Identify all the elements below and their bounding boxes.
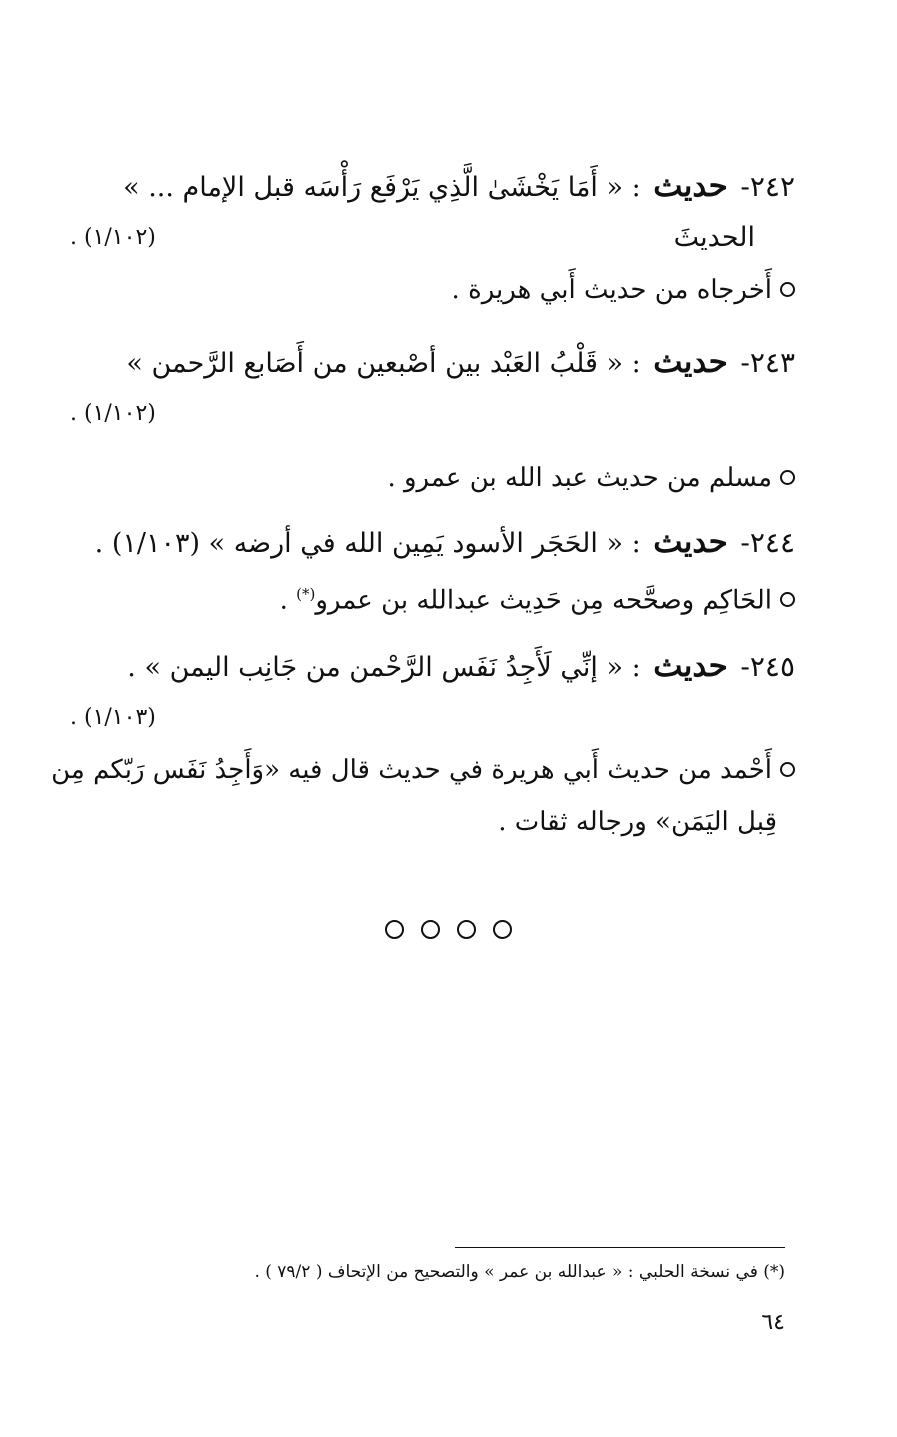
entry-source-line	[70, 568, 795, 620]
entry-heading-line	[70, 516, 795, 568]
hadith-continuation: الحديثَ	[673, 222, 755, 253]
footnote-marker: (*)	[296, 585, 316, 603]
entry-source-line	[51, 744, 795, 796]
entry-number: ٢٤٤-	[740, 526, 795, 559]
hadith-entry-244	[70, 516, 795, 620]
entry-label: حديث	[653, 168, 728, 204]
entry-heading-line	[70, 640, 795, 692]
volume-page-ref: (١/١٠٢) .	[70, 225, 156, 250]
circle-ornament-icon	[385, 920, 404, 939]
hadith-entry-242	[70, 160, 795, 316]
footnote-rule	[455, 1247, 785, 1248]
circle-bullet-icon	[780, 762, 795, 777]
entry-ref-line	[70, 388, 795, 440]
hadith-source: الحَاكِم وصحَّحه مِن حَدِيث عبدالله بن عمرو	[315, 585, 772, 616]
entry-ref-line	[70, 692, 795, 744]
entry-continuation-line	[70, 212, 795, 264]
circle-bullet-icon	[780, 592, 795, 607]
volume-page-ref: (١/١٠٣) .	[70, 705, 156, 730]
hadith-text: : « الحَجَر الأسود يَمِين الله في أرضه » (١/١٠٣) .	[94, 528, 641, 559]
entry-heading-line	[70, 336, 795, 388]
hadith-text: : « قَلْبُ العَبْد بين أصْبعين من أَصَابع الرَّحمن »	[126, 348, 641, 379]
entry-label: حديث	[653, 344, 728, 380]
entry-label: حديث	[653, 524, 728, 560]
circle-ornament-icon	[457, 920, 476, 939]
entry-source-line	[70, 264, 795, 316]
hadith-source: مسلم من حديث عبد الله بن عمرو .	[387, 463, 772, 493]
hadith-entry-243	[70, 336, 795, 504]
footnote: (*) في نسخة الحلبي : « عبدالله بن عمر » والتصحيح من الإتحاف ( ٧٩/٢ ) .	[254, 1262, 785, 1282]
hadith-text: : « أَمَا يَخْشَىٰ الَّذِي يَرْفَع رَأْسَه قبل الإمام ... »	[123, 172, 641, 203]
section-separator	[0, 920, 897, 943]
entry-source-line	[70, 452, 795, 504]
entry-number: ٢٤٥-	[740, 650, 795, 683]
volume-page-ref: (١/١٠٢) .	[70, 401, 156, 426]
entry-heading-line	[70, 160, 795, 212]
hadith-source-line-1: أَحْمد من حديث أَبي هريرة في حديث قال فيه «وَأَجِدُ نَفَس رَبّكم مِن	[51, 755, 772, 785]
entry-label: حديث	[653, 648, 728, 684]
circle-ornament-icon	[493, 920, 512, 939]
circle-ornament-icon	[421, 920, 440, 939]
hadith-text: : « إنِّي لَأَجِدُ نَفَس الرَّحْمن من جَانِب اليمن » .	[127, 652, 641, 683]
hadith-entry-245	[51, 640, 795, 848]
circle-bullet-icon	[780, 282, 795, 297]
page-number: ٦٤	[761, 1310, 785, 1335]
entry-number: ٢٤٢-	[740, 170, 795, 203]
entry-source-continuation	[70, 796, 777, 848]
source-end: .	[279, 585, 297, 616]
hadith-source-line-2: قِبل اليَمَن» ورجاله ثقات .	[498, 807, 777, 837]
entry-number: ٢٤٣-	[740, 346, 795, 379]
circle-bullet-icon	[780, 470, 795, 485]
hadith-source: أَخرجاه من حديث أَبي هريرة .	[451, 275, 772, 305]
